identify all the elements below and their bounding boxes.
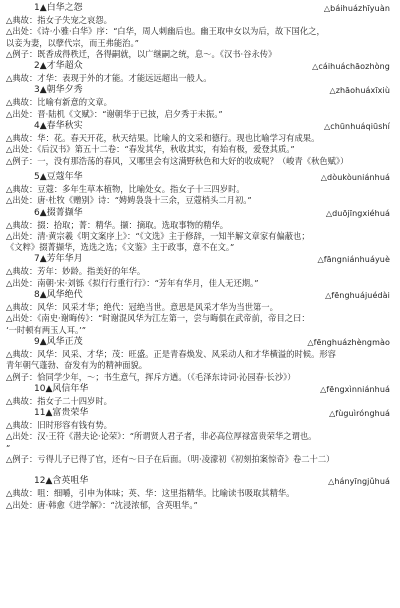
entry-text-line: △出处：《诗·小雅·白华》序：“白华，周人刺幽后也。幽王取申女以为后，故下国化之， bbox=[6, 26, 325, 37]
entry-header bbox=[6, 336, 392, 349]
entry-text-line: 以妾为妻，以孽代宗，而王弗能治。” bbox=[6, 37, 139, 48]
entry-pinyin: △fāngniánhuáyuè bbox=[317, 255, 390, 265]
entry-header bbox=[6, 253, 392, 266]
entry-text-line: △出处：唐·杜牧《赠别》诗：“娉娉袅袅十三余，豆蔻梢头二月初。” bbox=[6, 195, 252, 206]
entry-header bbox=[6, 2, 392, 15]
entry-pinyin: △dòukòuniánhuá bbox=[320, 172, 390, 182]
entry-title: 11▲富贵荣华 bbox=[34, 408, 89, 419]
idiom-entry bbox=[6, 289, 392, 336]
entry-header bbox=[6, 383, 392, 396]
entry-text-line: △出处：清·黄宗羲《明文案序上》：“《文选》主于修辞，一知半解文章家有偏蔽也； bbox=[6, 230, 310, 241]
entry-text-line: △典故：豆蔻：多年生草本植物，比喻处女。指女子十三四岁时。 bbox=[6, 183, 245, 194]
entry-text-line: ‘一时顿有两玉人耳。’” bbox=[6, 324, 87, 335]
entry-text-line: 青年朝气蓬勃、奋发有为的精神面貌。 bbox=[6, 360, 148, 371]
entry-text-line: △出处：《南史·谢晦传》：“时谢混风华为江左第一，尝与晦俱在武帝前，帝目之曰： bbox=[6, 313, 310, 324]
entry-pinyin: △fēnghuájuédài bbox=[325, 291, 390, 301]
entry-title: 9▲风华正茂 bbox=[34, 336, 83, 347]
entry-title: 3▲朝华夕秀 bbox=[34, 85, 83, 96]
entry-pinyin: △duōjīngxiéhuá bbox=[325, 208, 390, 218]
entry-header bbox=[6, 171, 392, 184]
entry-title: 2▲才华超众 bbox=[34, 61, 83, 72]
entry-title: 1▲白华之怨 bbox=[34, 3, 83, 13]
entry-text-line: △例子：既香成得秩迁，各得嗣就，以广继嗣之统，息～。《汉书·谷永传》 bbox=[6, 48, 277, 59]
idiom-entry bbox=[6, 336, 392, 383]
entry-text-line: △典故：掇：拾取；菁：精华。撷：摘取。选取事物的精华。 bbox=[6, 219, 229, 230]
entry-header bbox=[6, 207, 392, 220]
entry-title: 4▲春华秋实 bbox=[34, 121, 83, 132]
entry-title: 5▲豆蔻年华 bbox=[34, 171, 83, 182]
entry-header bbox=[6, 475, 392, 488]
entry-pinyin: △chūnhuáqiūshí bbox=[323, 122, 390, 132]
entry-text-line: △出处：唐·韩愈《进学解》：“沈浸浓郁，含英咀华。” bbox=[6, 499, 198, 510]
entry-text-line: △典故：风华：风采才华；绝代：冠绝当世。意思是风采才华为当世第一。 bbox=[6, 302, 278, 313]
idiom-entry bbox=[6, 407, 392, 465]
entry-pinyin: △fùguìrónghuá bbox=[329, 409, 390, 419]
entry-text-line: ” bbox=[6, 442, 11, 453]
entry-header bbox=[6, 407, 392, 420]
entry-text-line: △典故：比喻有新意的文章。 bbox=[6, 97, 112, 108]
idiom-entry bbox=[6, 84, 392, 120]
entry-pinyin: △fēngxìnniánhuá bbox=[320, 384, 390, 394]
entry-text-line: △典故：指女子失宠之哀怨。 bbox=[6, 15, 112, 25]
idiom-entry bbox=[6, 253, 392, 289]
entry-text-line: 《文粹》掇菁撷华，选选之选；《文鉴》主于政事，意不在文。” bbox=[6, 242, 235, 253]
entry-header bbox=[6, 60, 392, 73]
entry-text-line: △出处：《后汉书》第五十二卷：“春发其华，秋收其实，有始有极，爱登其质。” bbox=[6, 144, 295, 155]
entry-title: 7▲芳年华月 bbox=[34, 254, 83, 265]
idiom-entry bbox=[6, 475, 392, 511]
entry-text-line: △典故：旧时形容有钱有势。 bbox=[6, 420, 112, 431]
entry-text-line: △典故：才华：表现于外的才能。才能远远超出一般人。 bbox=[6, 73, 212, 84]
entry-header bbox=[6, 120, 392, 133]
entry-text-line: △出处：南朝·宋·刘铄《拟行行重行行》：“芳年有华月，佳人无还期。” bbox=[6, 277, 259, 288]
entry-pinyin: △zhāohuáxīxiù bbox=[329, 86, 390, 96]
entry-pinyin: △cáihuáchāozhòng bbox=[312, 62, 390, 72]
entry-text-line: △例子：恰同学少年，～；书生意气，挥斥方遒。（《毛泽东诗词·沁园春·长沙》） bbox=[6, 371, 296, 382]
entry-header bbox=[6, 84, 392, 97]
entry-pinyin: △fēnghuázhèngmào bbox=[307, 337, 390, 347]
entry-title: 8▲风华绝代 bbox=[34, 290, 83, 301]
idiom-entry bbox=[6, 171, 392, 207]
idiom-entry bbox=[6, 207, 392, 254]
idiom-entry bbox=[6, 383, 392, 407]
entry-text-line: △例子：一，没有那浩荡的春风，又哪里会有这满野秋色和大好的收成呢？（峻青《秋色赋》） bbox=[6, 155, 349, 166]
entry-header bbox=[6, 289, 392, 302]
entry-pinyin: △hányīngjǔhuá bbox=[328, 477, 390, 487]
entry-text-line: △典故：华：花。春天开花，秋天结果。比喻人的文采和德行。现也比喻学习有成果。 bbox=[6, 133, 320, 144]
entry-text-line: △典故：风华：风采、才华；茂：旺盛。正是青春焕发、风采动人和才华横溢的时候。形容 bbox=[6, 348, 336, 359]
idiom-entry bbox=[6, 60, 392, 84]
entry-text-line: △出处：晋·陆机《文赋》：“谢朝华于已披，启夕秀于未振。” bbox=[6, 108, 223, 119]
entry-title: 6▲掇菁撷华 bbox=[34, 207, 83, 218]
entry-title: 10▲风信年华 bbox=[34, 383, 89, 394]
entry-text-line: △出处：汉·王符《潜夫论·论荣》：“所谓贤人君子者，非必高位厚禄富贵荣华之谓也。 bbox=[6, 431, 317, 442]
entry-pinyin: △báihuázhīyuàn bbox=[323, 4, 390, 13]
entry-text-line: △例子：亏得儿子已得了官，还有～日子在后面。（明·凌濛初《初刻拍案惊奇》卷二十二） bbox=[6, 454, 335, 465]
entry-text-line: △典故：指女子二十四岁时。 bbox=[6, 395, 112, 406]
entry-text-line: △典故：芳年：妙龄。指美好的年华。 bbox=[6, 266, 146, 277]
idiom-entry bbox=[6, 2, 392, 60]
entry-title: 12▲含英咀华 bbox=[34, 476, 89, 487]
entry-text-line: △典故：咀：细嚼，引申为体味；英、华：这里指精华。比喻读书吸取其精华。 bbox=[6, 488, 295, 499]
idiom-entry bbox=[6, 120, 392, 167]
